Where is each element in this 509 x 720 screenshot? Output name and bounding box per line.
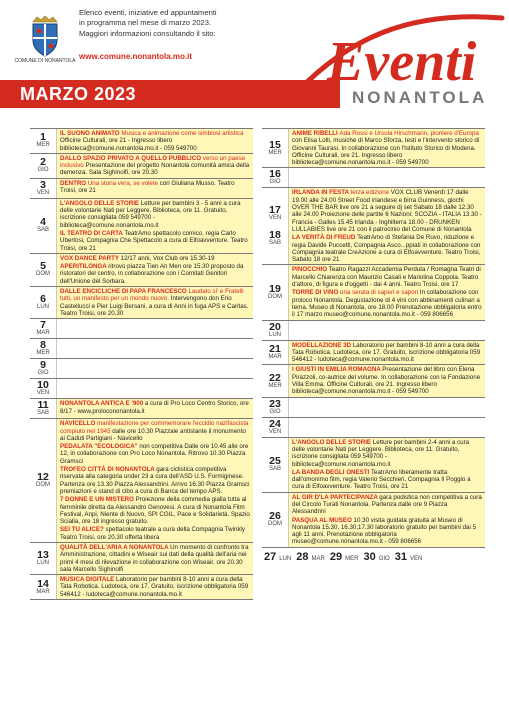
weekday: SAB: [268, 466, 281, 473]
day-number: 6: [40, 293, 46, 306]
day-date: [30, 129, 56, 153]
weekday: DOM: [36, 271, 50, 278]
weekday: VEN: [268, 215, 282, 222]
event-title: TROFEO CITTÀ DI NONANTOLA: [60, 466, 157, 474]
event-details: gara podistica non competitiva a cura del Circolo Turati Nonantola. Partenza dalle ore 9 Piazza Alessandrini: [292, 493, 482, 516]
day-events: [56, 199, 253, 253]
event-subtitle: manifestazione per commemorare l'eccidio nazifascista compiuto nel 1945: [60, 420, 249, 435]
day-date: [30, 154, 56, 178]
calendar-column-right: [262, 128, 485, 566]
event-details: 12/17 anni, Vox Club ore 15.30-19: [120, 254, 215, 262]
day-number: 29: [329, 550, 343, 563]
day-date: [30, 179, 56, 198]
day-row: [30, 338, 253, 358]
day-events: [56, 319, 253, 338]
website-link[interactable]: www.comune.nonantola.mo.it: [79, 52, 193, 61]
event-title: LA BANDA DEGLI ONESTI: [292, 468, 371, 476]
event-entry: [292, 469, 482, 491]
weekday: MAR: [36, 330, 50, 337]
event-details: Letture per bambini 3 - 5 anni a cura delle volontarie Nati per Leggere. Biblioteca, ore 11. Gratuito, iscrizione consigliata 059 549700 - biblioteca@comune.nonantola.mo.it: [60, 199, 241, 229]
day-number: 20: [269, 320, 281, 333]
day-row: [30, 253, 253, 286]
day-date: [262, 418, 288, 437]
event-details: Letture per bambini 2-4 anni a cura delle volontarie Nati per Leggere. Biblioteca, ore 11. Gratuito, iscrizione consigliata 059 549700 - biblioteca@comune.nonantola.mo.it: [292, 438, 470, 468]
weekday: GIO: [269, 179, 281, 186]
event-entry: [292, 342, 482, 364]
event-subtitle: terza edizione: [350, 189, 391, 197]
weekday: LUN: [279, 555, 292, 562]
day-date: [262, 438, 288, 492]
weekday: VEN: [268, 428, 282, 435]
event-title: SEI TU ALICE?: [60, 526, 106, 534]
event-subtitle: Laudato si' e Fratelli tutti, un manifesto per un mondo nuovo.: [60, 288, 244, 303]
day-number: 9: [40, 359, 46, 372]
event-title: IRLANDA IN FESTA: [292, 189, 351, 197]
day-row: [30, 128, 253, 153]
day-row: [30, 358, 253, 378]
weekday: GIO: [37, 370, 49, 377]
weekday: GIO: [269, 408, 281, 415]
event-details: Presentazione del progetto Nonantola comunità amica della demenza. Sala Sighinolfi, ore 20.30: [60, 162, 250, 177]
day-date: [30, 254, 56, 286]
day-date: [30, 575, 56, 599]
intro-line: Maggiori informazioni consultando il sito:: [79, 28, 216, 38]
day-number: 12: [37, 471, 49, 484]
event-details: Laboratorio per bambini 8-10 anni a cura della Tata Robotica. Ludoteca, ore 17. Gratuito, iscrizione obbligatoria 059 546412 - ludoteca@comune.nonantola.mo.it: [292, 341, 481, 364]
day-number: 15: [269, 138, 281, 151]
intro-line: Elenco eventi, iniziative ed appuntamenti: [79, 8, 217, 17]
day-number: 24: [269, 417, 281, 430]
day-row: [30, 198, 253, 253]
day-events: [56, 543, 253, 574]
day-events: [56, 287, 253, 318]
event-entry: [292, 494, 482, 516]
day-events: [56, 359, 253, 378]
event-details: Laboratorio per bambini 8-10 anni a cura della Tata Robotica. Ludoteca, ore 17. Gratuito, iscrizione obbligatoria 059 546412 - ludoteca@comune.nonantola.mo.it: [60, 576, 249, 598]
day-events: [56, 399, 253, 418]
day-date: [262, 398, 288, 417]
event-details: In collaborazione con proloco Nonantola. Degustazione di 4 vini con abbinamenti culinari a tema. Museo di Nonantola, ore 18.00 Prenotazione obbligatoria entro il 17 marzo museo@comune.nonantola.mo.it - 059 806656: [292, 289, 482, 319]
weekday: LUN: [36, 304, 49, 311]
day-events: [56, 129, 253, 153]
day-row: [30, 286, 253, 318]
day-date: [30, 319, 56, 338]
weekday: SAB: [36, 227, 49, 234]
event-details: non competitiva Dalle ore 10.45 alle ore 12, in collaborazione con Pro Loco Nonantola. Ritrovo 10.30 Piazza Gramsci: [60, 443, 249, 465]
day-row: [262, 128, 485, 167]
weekday: DOM: [36, 482, 50, 489]
eventi-title: Eventi: [327, 31, 477, 93]
day-number: 4: [40, 216, 46, 229]
weekday: LUN: [36, 560, 49, 567]
event-subtitle: una serata di saperi e sapori: [340, 289, 420, 297]
event-details: spettacolo teatrale a cura della Compagnia Twinkly Teatro Troisi, ore 20.30 offerta libera: [60, 526, 246, 541]
event-entry: [60, 526, 250, 541]
event-title: DALLE ENCICLICHE DI PAPA FRANCESCO: [60, 288, 189, 296]
logo-caption: COMUNE DI NONANTOLA: [14, 58, 76, 64]
event-entry: [292, 289, 482, 318]
day-row: [262, 264, 485, 319]
day-date: [262, 188, 288, 264]
event-details: Presentazione del libro con Elena Pirazzoli, co-autrice del volume. In collaborazione con la Fondazione Villa Emma. Officine Culturali, ore 21. Ingresso libero biblioteca@comune.nonantola.mo.it - 059 549700: [292, 366, 481, 396]
day-events: [288, 265, 485, 319]
event-details: Proiezione della commedia gialla tutta al femminile diretta da Alessandro Genovesi. A cura di Nonantola Film Festival, Anpi, Niente di Nuovo, SPI CGIL, Pace e Solidarietà. Spazio Scialla, ore 18 ingresso gratuito.: [60, 496, 250, 526]
day-events: [288, 341, 485, 365]
day-number: 5: [40, 260, 46, 273]
day-number: 7: [40, 319, 46, 332]
event-entry: [292, 439, 482, 468]
day-number: 27: [264, 550, 277, 563]
event-title: VOX DANCE PARTY: [60, 254, 121, 262]
event-title: MUSICA DIGITALE: [60, 576, 117, 584]
event-title: IL SUONO ANIMATO: [60, 130, 122, 137]
day-date: [262, 321, 288, 340]
day-number: 22: [269, 371, 281, 384]
month-title: MARZO 2023: [20, 84, 137, 104]
weekday: DOM: [268, 521, 282, 528]
day-events: [288, 168, 485, 187]
event-details: VOX CLUB Venerdì 17 dalle 19.00 alle 24.00 Street Food irlandese e birra Guinness, giochi OVER THE BAR live ore 21 a seguire dj set Sabato 18 dalle 12.30 alle 24.00 Proiezione delle partite 6 Nazioni: SCOZIA - ITALIA 13.30 - Francia - Galles 15.45 Irlanda - Inghilterra 18.00 - DRUNKEN LULLABIES live ore 21 con il patrocinio del Comune di Nonantola: [292, 189, 482, 233]
weekday: GIO: [37, 167, 49, 174]
day-row: [30, 574, 253, 600]
calendar-column-left: [30, 128, 253, 600]
event-title: PASQUA AL MUSEO: [292, 516, 354, 524]
day-number: 3: [40, 178, 46, 191]
event-entry: [292, 234, 482, 263]
event-details: a cura di Pro Loco Centro Storico, ore 8/17 - www.prolocononantola.it: [60, 400, 249, 415]
day-row: [262, 397, 485, 417]
event-title: MODELLAZIONE 3D: [292, 341, 353, 349]
event-entry: [292, 189, 482, 233]
day-date: [30, 359, 56, 378]
event-entry: [60, 200, 250, 229]
weekday: MER: [268, 382, 282, 389]
day-number: 17: [269, 204, 281, 217]
day-date: [30, 339, 56, 358]
day-number: 21: [269, 342, 281, 355]
day-events: [56, 154, 253, 178]
day-number: 16: [269, 168, 281, 181]
event-title: IL TEATRO DI CARTA: [60, 229, 125, 237]
weekday: DOM: [268, 293, 282, 300]
event-entry: [60, 288, 250, 317]
day-events: [288, 418, 485, 437]
municipal-coat-of-arms-icon: [28, 14, 62, 58]
day-row: [262, 364, 485, 396]
day-number: 14: [37, 577, 49, 590]
event-title: L'ANGOLO DELLE STORIE: [292, 438, 373, 446]
event-entry: [60, 443, 250, 465]
day-date: [30, 199, 56, 253]
event-title: PINOCCHIO: [292, 266, 329, 274]
day-date: [262, 168, 288, 187]
day-date: [262, 341, 288, 365]
day-number: 28: [296, 550, 309, 563]
weekday: MAR: [36, 588, 50, 595]
day-row: [30, 418, 253, 542]
weekday: MER: [36, 350, 50, 357]
event-title: NAVICELLO: [60, 420, 98, 428]
day-events: [288, 438, 485, 492]
day-number: 30: [363, 550, 376, 563]
intro-line: in programma nel mese di marzo 2023.: [79, 18, 212, 28]
event-details: gara ciclistica competitiva riservata alla categoria under 23 a cura dell'ASD U.S. Formiginese. Partenza ore 13.30 Piazza Alessandrini. Arrivo 16.30 Piazza Gramsci premiazioni e stand di cibo a cura di Banca del tempo APS.: [60, 466, 250, 495]
weekday: VEN: [36, 189, 50, 196]
event-entry: [60, 466, 250, 495]
day-number: 18: [269, 229, 281, 242]
day-number: 13: [37, 549, 49, 562]
day-events: [56, 379, 253, 398]
weekday: MAR: [268, 353, 282, 360]
day-date: [262, 493, 288, 547]
day-date: [30, 543, 56, 574]
remaining-days: [262, 547, 485, 566]
weekday: MAR: [311, 555, 325, 562]
event-subtitle: Ada Rossi e Ursula Hirschmann, pioniere d'Europa: [339, 130, 479, 137]
event-entry: [292, 517, 482, 546]
day-row: [30, 542, 253, 574]
weekday: MER: [345, 555, 359, 562]
weekday: GIO: [378, 555, 390, 562]
town-name: NONANTOLA: [352, 88, 488, 107]
day-number: 31: [394, 550, 407, 563]
weekday: LUN: [268, 331, 281, 338]
day-events: [288, 188, 485, 264]
event-entry: [292, 266, 482, 288]
event-entry: [60, 496, 250, 525]
intro-text: [79, 8, 279, 39]
day-row: [262, 437, 485, 492]
event-details: Intervengono don Erio Castellucci e Pier Luigi Bersani, a cura di Anni in fuga APS e Caritas. Teatro Troisi, ore 20.30: [60, 295, 249, 317]
day-date: [262, 129, 288, 167]
event-details: con Elisa Lolli, musiche di Marco Sforza, testi e l'intervento storico di Giovanni Taurasi. In collaborazione con l'Istituto Storico di Modena. Officine Culturali, ore 21. Ingresso libero biblioteca@comune.nonantola.mo.it - 059 549700: [292, 137, 480, 167]
day-date: [262, 365, 288, 396]
day-events: [288, 398, 485, 417]
event-entry: [60, 420, 250, 442]
event-title: QUALITÀ DELL'ARIA A NONANTOLA: [60, 543, 171, 551]
day-number: 2: [40, 156, 46, 169]
day-events: [56, 339, 253, 358]
event-details: Teatro Ragazzi Accademia Perduta / Romagna Teatri di Marcello Chiarenza con Maurizio Casali e Mariolina Coppola. Teatro d'attore, di figura e d'oggetti - dai 4 anni. Teatro Troisi, ore 17: [292, 266, 481, 289]
event-details: ritrovo piazza Tien An Men ore 15.30 proposto da ristoratori del centro, in collaborazione con i Comitati Genitori dell'Unione del Sorbara.: [60, 263, 244, 285]
day-events: [56, 254, 253, 286]
day-row: [262, 340, 485, 365]
event-entry: [60, 263, 250, 285]
event-details: Un momento di confronto tra Amministrazione, cittadini e Wiseair sui dati della qualità dell'aria nei primi 4 mesi di rilevazione in collaborazione con Wiseair. ore 20.30 sala Marcello Sighinolfi: [60, 543, 249, 573]
day-events: [56, 419, 253, 542]
day-date: [30, 287, 56, 318]
event-title: AL GIR D'LA PARTECIPANZA: [292, 493, 380, 501]
day-number: 25: [269, 455, 281, 468]
day-events: [56, 575, 253, 599]
event-title: L'ANGOLO DELLE STORIE: [60, 199, 141, 207]
day-row: [30, 153, 253, 178]
day-row: [30, 318, 253, 338]
event-entry: [60, 230, 250, 252]
eventi-title-graphic: [287, 0, 509, 100]
day-row: [262, 167, 485, 187]
day-date: [30, 399, 56, 418]
event-details: con Giuliana Musso. Teatro Troisi, ore 21: [60, 179, 235, 195]
day-events: [288, 129, 485, 167]
event-title: PEDALATA "ECOLOGICA": [60, 443, 140, 451]
day-number: 11: [37, 399, 49, 412]
event-details: dalle ore 10.30 Piazzale antistante il monumento ai Caduti Partigiani - Navicello: [60, 427, 246, 442]
weekday: VEN: [36, 390, 50, 397]
event-subtitle: verso un paese inclusivo: [60, 154, 246, 170]
event-entry: [60, 255, 250, 262]
day-number: 8: [40, 339, 46, 352]
header: [0, 0, 509, 118]
event-title: 7 DONNE E UN MISTERO: [60, 496, 136, 504]
event-entry: [60, 576, 250, 598]
day-date: [30, 379, 56, 398]
day-events: [56, 179, 253, 198]
day-number: 10: [37, 379, 49, 392]
day-row: [30, 178, 253, 198]
event-title: DENTRO: [60, 179, 88, 187]
day-date: [262, 265, 288, 319]
event-title: NONANTOLA ANTICA E '900: [60, 400, 145, 408]
event-entry: [60, 400, 250, 415]
event-entry: [60, 180, 250, 195]
event-title: APERITILONGA: [60, 263, 109, 271]
day-number: 19: [269, 282, 281, 295]
day-row: [262, 187, 485, 264]
day-row: [30, 378, 253, 398]
event-entry: [292, 366, 482, 395]
day-events: [288, 321, 485, 340]
day-row: [262, 417, 485, 437]
weekday: MER: [36, 142, 50, 149]
day-number: 1: [40, 131, 46, 144]
weekday: MER: [268, 149, 282, 156]
event-title: DALLO SPAZIO PRIVATO A QUELLO PUBBLICO: [60, 154, 203, 162]
event-details: Officine Culturali, ore 21 - Ingresso libero biblioteca@comune.nonantola.mo.it - 059 549700: [60, 137, 197, 152]
event-subtitle: Una storia vera, se volete: [87, 179, 160, 187]
weekday: SAB: [36, 410, 49, 417]
event-entry: [60, 130, 250, 152]
event-entry: [60, 544, 250, 573]
event-entry: [292, 130, 482, 166]
event-details: TeatrAmo di Stefania De Ruvo, riduzione e regia Davide Puccetti, Compagnia Asco...ppiati in collaborazione con Compagnia teatrale CreAzione a cura di Elfoavventure. Teatro Troisi, Sabato 18 ore 21: [292, 234, 481, 264]
event-details: 10.30 visita guidata gratuita al Museo di Nonantola 15.30, 16.30,17.30 laboratorio gratuito per bambini dai 5 agli 11 anni. Prenotazione obbligatoria museo@comune.nonantola.mo.it - 059 806656: [292, 516, 477, 546]
event-details: TeatrAmo liberamente tratta dall'omonimo film, regia Valerio Secchieri, Compagnia Il Poggio a cura di Elfoavventure. Teatro Troisi, ore 21: [292, 468, 471, 491]
day-row: [262, 492, 485, 547]
day-number: 23: [269, 397, 281, 410]
day-date: [30, 419, 56, 542]
day-row: [262, 320, 485, 340]
weekday: VEN: [409, 555, 423, 562]
event-title: ANIME RIBELLI: [292, 130, 340, 137]
event-details: TeatrAmo spettacolo comico, regia Carlo Ubertosi, Compagnia Che Spettacolo a cura di Elfoavventure. Teatro Troisi, ore 21: [60, 229, 248, 252]
event-entry: [60, 155, 250, 177]
day-number: 26: [269, 510, 281, 523]
day-events: [288, 493, 485, 547]
day-events: [288, 365, 485, 396]
day-row: [30, 398, 253, 418]
event-title: TORRE DI VINO: [292, 289, 341, 297]
event-subtitle: Musica e animazione come simbiosi artistica: [121, 130, 244, 137]
event-title: I GIUSTI IN EMILIA ROMAGNA: [292, 366, 383, 374]
weekday: SAB: [268, 240, 281, 247]
event-title: LA VERITÀ DI FREUD: [292, 234, 358, 242]
